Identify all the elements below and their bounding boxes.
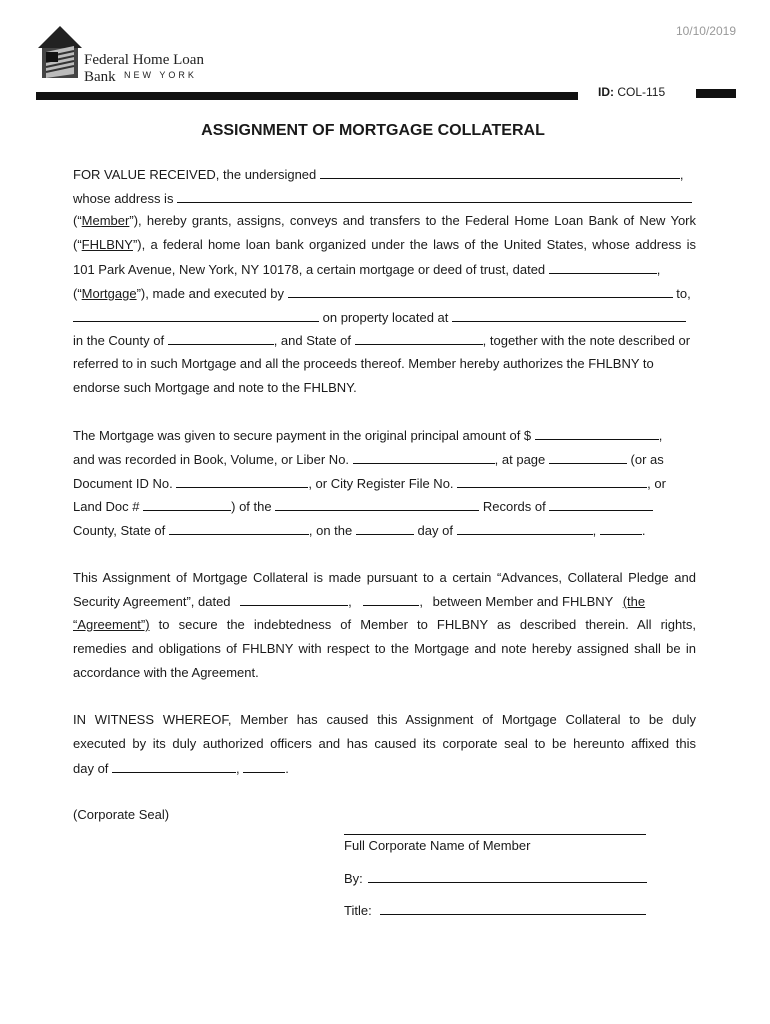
title-label: Title: xyxy=(344,903,372,918)
page-field[interactable] xyxy=(549,451,627,464)
county-field[interactable] xyxy=(168,332,274,345)
p3-line2: Security Agreement”, dated , , between Member and FHLBNY (the xyxy=(73,594,646,609)
witness-day-field[interactable] xyxy=(112,760,236,773)
undersigned-field[interactable] xyxy=(320,166,680,179)
agreement-defined-term: “Agreement”) xyxy=(73,617,150,632)
recording-day-field[interactable] xyxy=(356,522,414,535)
p3-line4: remedies and obligations of FHLBNY with respect to the Mortgage and note hereby assigned shall be in xyxy=(73,641,696,656)
p2-line3: Document ID No. , or City Register File No. , or xyxy=(73,476,666,491)
p4-line2: executed by its duly authorized officers and has caused its corporate seal to be hereunto affixed this xyxy=(73,736,696,751)
p2-line4: Land Doc # ) of the Records of xyxy=(73,498,653,514)
p1-line10: endorse such Mortgage and note to the FHLBNY. xyxy=(73,380,357,395)
by-label: By: xyxy=(344,871,363,886)
corporate-seal-label: (Corporate Seal) xyxy=(73,807,170,822)
p1-line2: whose address is xyxy=(73,190,692,206)
p1-line8: in the County of , and State of , together with the note described or xyxy=(73,333,691,348)
recording-state-field[interactable] xyxy=(169,522,309,535)
recording-month-field[interactable] xyxy=(457,522,593,535)
p1-line7: on property located at xyxy=(73,309,686,325)
mortgage-date-field[interactable] xyxy=(549,261,657,274)
fhlbny-defined-term: FHLBNY xyxy=(81,237,133,252)
p3-line3: “Agreement”) to secure the indebtedness of Member to FHLBNY as described therein. All rights, xyxy=(73,617,696,632)
land-doc-field[interactable] xyxy=(143,498,231,511)
document-date: 10/10/2019 xyxy=(675,24,736,38)
register-file-field[interactable] xyxy=(457,475,647,488)
p1-line5: 101 Park Avenue, New York, NY 10178, a certain mortgage or deed of trust, dated , xyxy=(73,262,661,277)
p3-line1: This Assignment of Mortgage Collateral is made pursuant to a certain “Advances, Collateral Pledge and xyxy=(73,570,696,585)
p2-line5: County, State of , on the day of , . xyxy=(73,523,646,538)
title-field[interactable] xyxy=(380,914,646,915)
logo-title: Federal Home Loan Bank xyxy=(84,52,204,85)
member-address-field[interactable] xyxy=(177,190,692,203)
member-defined-term: Member xyxy=(81,213,130,228)
p1-line3: (“Member”), hereby grants, assigns, conveys and transfers to the Federal Home Loan Bank of New York xyxy=(73,213,696,228)
state-field[interactable] xyxy=(355,332,483,345)
house-flag-icon xyxy=(36,24,82,80)
agreement-year-field[interactable] xyxy=(363,593,419,606)
full-name-label: Full Corporate Name of Member xyxy=(344,838,531,853)
executed-by-field-2[interactable] xyxy=(73,309,319,322)
document-id-field[interactable] xyxy=(176,475,308,488)
executed-by-field[interactable] xyxy=(288,285,673,298)
p2-line2: and was recorded in Book, Volume, or Liber No. , at page (or as xyxy=(73,452,664,467)
full-name-field[interactable] xyxy=(344,834,646,835)
p3-line5: accordance with the Agreement. xyxy=(73,665,259,680)
p1-line9: referred to in such Mortgage and all the proceeds thereof. Member hereby authorizes the FHLBNY to xyxy=(73,356,654,371)
property-location-field[interactable] xyxy=(452,309,686,322)
mortgage-defined-term: Mortgage xyxy=(81,286,137,301)
the-agreement-term: (the xyxy=(622,594,646,609)
p1-line4: (“FHLBNY”), a federal home loan bank organized under the laws of the United States, whose address is xyxy=(73,237,696,252)
p4-line1: IN WITNESS WHEREOF, Member has caused this Assignment of Mortgage Collateral to be duly xyxy=(73,712,696,727)
form-id-value: COL-115 xyxy=(617,85,666,99)
by-signature-field[interactable] xyxy=(368,882,647,883)
recording-year-field[interactable] xyxy=(600,522,642,535)
agreement-date-field[interactable] xyxy=(240,593,348,606)
records-office-field[interactable] xyxy=(275,498,479,511)
fhlbny-logo xyxy=(36,24,236,84)
witness-year-field[interactable] xyxy=(243,760,285,773)
header-rule-left xyxy=(36,92,578,100)
form-id xyxy=(598,85,665,99)
principal-amount-field[interactable] xyxy=(535,427,659,440)
p2-line1: The Mortgage was given to secure payment in the original principal amount of $ , xyxy=(73,428,663,443)
records-county-field[interactable] xyxy=(549,498,653,511)
p1-line1: FOR VALUE RECEIVED, the undersigned , xyxy=(73,167,684,182)
logo-subtitle: NEW YORK xyxy=(124,70,197,80)
p1-line6: (“Mortgage”), made and executed by to, xyxy=(73,286,691,301)
document-title: ASSIGNMENT OF MORTGAGE COLLATERAL xyxy=(201,122,545,139)
form-id-label: ID: xyxy=(598,85,614,99)
header-rule-right xyxy=(696,89,736,98)
p4-line3: day of , . xyxy=(73,761,289,776)
book-volume-field[interactable] xyxy=(353,451,495,464)
